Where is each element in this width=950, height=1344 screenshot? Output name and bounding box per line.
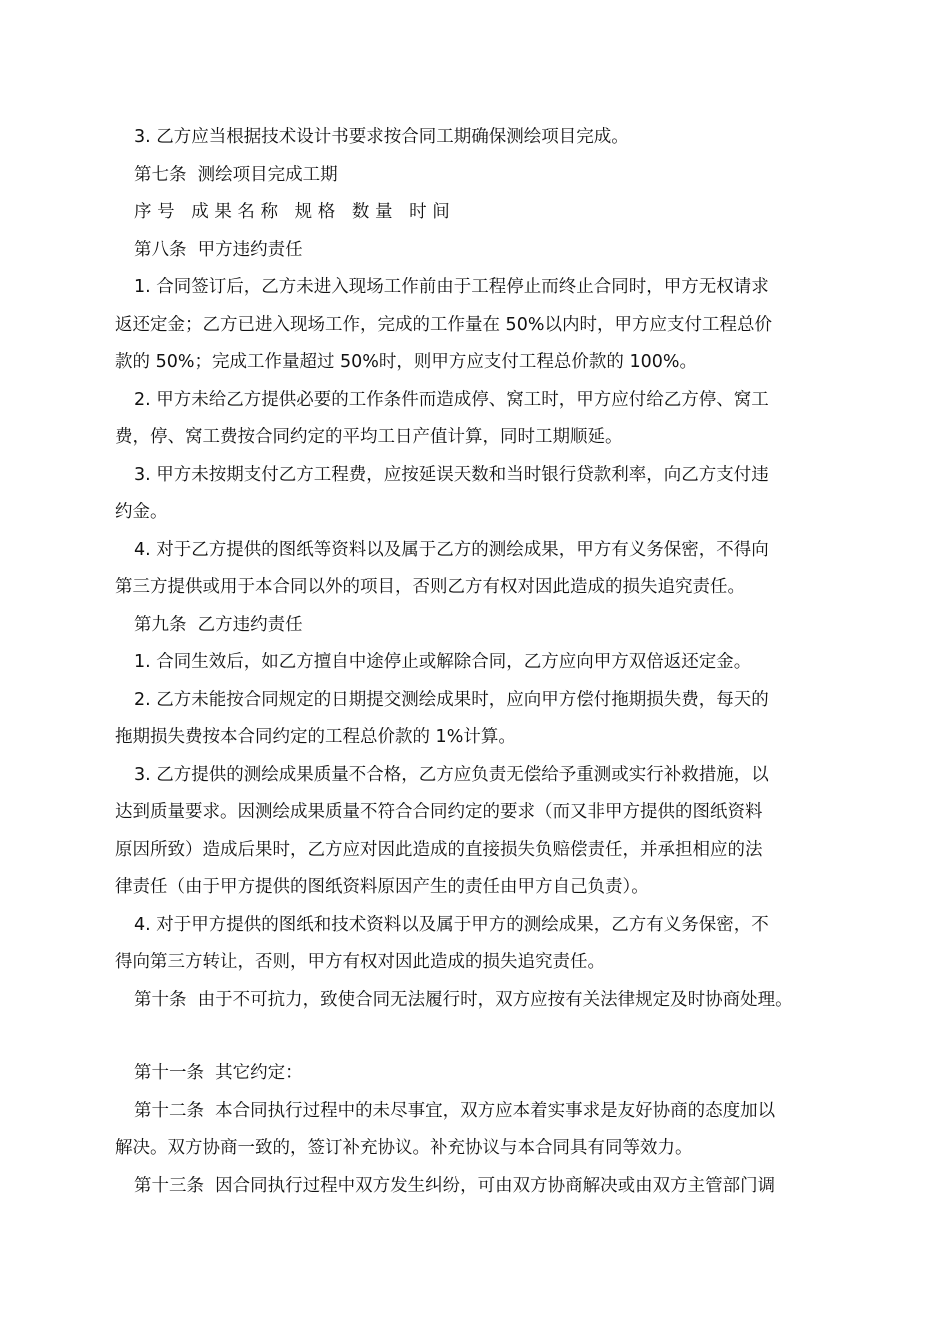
clause-line: 4. 对于甲方提供的图纸和技术资料以及属于甲方的测绘成果，乙方有义务保密，不 xyxy=(134,914,769,935)
clause-line: 3. 乙方提供的测绘成果质量不合格，乙方应负责无偿给予重测或实行补救措施，以 xyxy=(134,764,769,785)
article-heading: 第十三条 因合同执行过程中双方发生纠纷，可由双方协商解决或由双方主管部门调 xyxy=(134,1175,776,1196)
clause-line: 得向第三方转让，否则，甲方有权对因此造成的损失追究责任。 xyxy=(115,952,605,972)
document-body xyxy=(115,119,845,1205)
clause-line: 拖期损失费按本合同约定的工程总价款的 1%计算。 xyxy=(115,727,516,747)
clause-line: 4. 对于乙方提供的图纸等资料以及属于乙方的测绘成果，甲方有义务保密，不得向 xyxy=(134,539,769,560)
clause-line: 款的 50%；完成工作量超过 50%时，则甲方应支付工程总价款的 100%。 xyxy=(115,352,698,372)
clause-line: 3. 乙方应当根据技术设计书要求按合同工期确保测绘项目完成。 xyxy=(134,127,629,147)
clause-line: 原因所致）造成后果时，乙方应对因此造成的直接损失负赔偿责任，并承担相应的法 xyxy=(115,839,763,860)
article-heading: 第十一条 其它约定： xyxy=(134,1063,303,1083)
clause-line: 1. 合同生效后，如乙方擅自中途停止或解除合同，乙方应向甲方双倍返还定金。 xyxy=(134,652,752,672)
clause-line: 3. 甲方未按期支付乙方工程费，应按延误天数和当时银行贷款利率，向乙方支付违 xyxy=(134,464,769,485)
article-heading: 第十条 由于不可抗力，致使合同无法履行时，双方应按有关法律规定及时协商处理。 xyxy=(134,989,793,1010)
article-heading: 第八条 甲方违约责任 xyxy=(134,239,303,260)
blank-line xyxy=(115,1019,845,1055)
clause-line: 解决。双方协商一致的，签订补充协议。补充协议与本合同具有同等效力。 xyxy=(115,1138,693,1158)
clause-line: 1. 合同签订后，乙方未进入现场工作前由于工程停止而终止合同时，甲方无权请求 xyxy=(134,277,769,297)
clause-line: 达到质量要求。因测绘成果质量不符合合同约定的要求（而又非甲方提供的图纸资料 xyxy=(115,802,763,822)
article-heading: 第七条 测绘项目完成工期 xyxy=(134,164,338,185)
clause-line: 返还定金；乙方已进入现场工作，完成的工作量在 50%以内时，甲方应支付工程总价 xyxy=(115,314,772,335)
clause-line: 律责任（由于甲方提供的图纸资料原因产生的责任由甲方自己负责）。 xyxy=(115,877,649,897)
clause-line: 费，停、窝工费按合同约定的平均工日产值计算，同时工期顺延。 xyxy=(115,427,623,447)
table-header-row: 序 号 成 果 名 称 规 格 数 量 时 间 xyxy=(134,202,450,222)
article-heading: 第十二条 本合同执行过程中的未尽事宜，双方应本着实事求是友好协商的态度加以 xyxy=(134,1100,776,1121)
clause-line: 第三方提供或用于本合同以外的项目，否则乙方有权对因此造成的损失追究责任。 xyxy=(115,577,745,597)
clause-line: 约金。 xyxy=(115,502,168,522)
clause-line: 2. 甲方未给乙方提供必要的工作条件而造成停、窝工时，甲方应付给乙方停、窝工 xyxy=(134,389,769,410)
article-heading: 第九条 乙方违约责任 xyxy=(134,614,303,635)
clause-line: 2. 乙方未能按合同规定的日期提交测绘成果时，应向甲方偿付拖期损失费，每天的 xyxy=(134,689,769,710)
